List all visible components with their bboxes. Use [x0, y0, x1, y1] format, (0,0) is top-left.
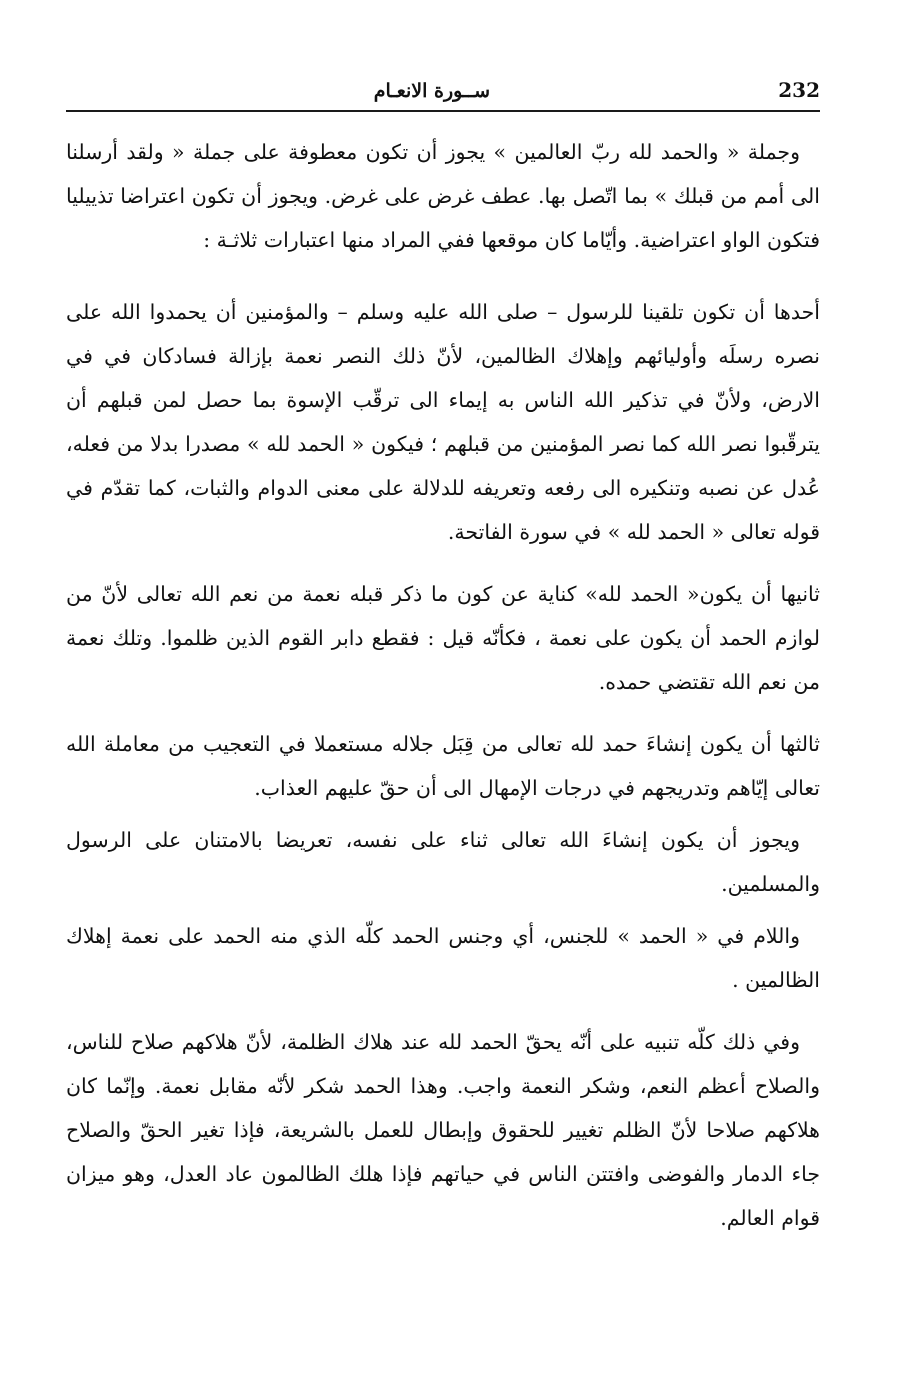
paragraph-lam-of-genus: واللام في « الحمد » للجنس، أي وجنس الحمد كلّه الذي منه الحمد على نعمة إهلاك الظالمين .	[66, 924, 820, 992]
running-title: ســورة الانعـام	[373, 80, 490, 102]
paragraph-intro: وجملة « والحمد لله ربّ العالمين » يجوز أن تكون معطوفة على جملة « ولقد أرسلنا الى أمم من قبلك » بما اتّصل بها. عطف غرض على غرض. ويجوز أن تكون اعتراضا تذييليا فتكون الواو اعتراضية. وأيّاما كان موقعها ففي المراد منها اعتبارات ثلاثـة :	[66, 140, 820, 252]
header-divider	[66, 110, 820, 112]
paragraph-second-consideration: ثانيها أن يكون« الحمد لله» كناية عن كون ما ذكر قبله نعمة من نعم الله تعالى لأنّ من لوازم الحمد أن يكون على نعمة ، فكأنّه قيل : فقطع دابر القوم الذين ظلموا. وتلك نعمة من نعم الله تقتضي حمده.	[66, 582, 820, 694]
page-header	[66, 78, 820, 110]
paragraph-spacer	[66, 810, 820, 818]
paragraph-spacer	[66, 704, 820, 722]
page-body	[66, 130, 820, 1240]
paragraph-spacer	[66, 906, 820, 914]
paragraph-third-consideration: ثالثها أن يكون إنشاءَ حمد لله تعالى من قِبَل جلاله مستعملا في التعجيب من معاملة الله تعالى إيّاهم وتدريجهم في درجات الإمهال الى أن حقّ عليهم العذاب.	[66, 732, 820, 800]
page-number: 232	[778, 78, 820, 102]
paragraph-spacer	[66, 554, 820, 572]
paragraph-first-consideration: أحدها أن تكون تلقينا للرسول – صلى الله عليه وسلم – والمؤمنين أن يحمدوا الله على نصره رسلَه وأوليائهم وإهلاك الظالمين، لأنّ ذلك النصر نعمة بإزالة فسادكان في في الارض، ولأنّ في تذكير الله الناس به إيماء الى ترقّب الإسوة بما حصل لمن قبلهم أن يترقّبوا نصر الله كما نصر المؤمنين من قبلهم ؛ فيكون « الحمد لله » مصدرا بدلا من فعله، عُدل عن نصبه وتنكيره الى رفعه وتعريفه للدلالة على معنى الدوام والثبات، كما تقدّم في قوله تعالى « الحمد لله » في سورة الفاتحة.	[66, 300, 820, 544]
paragraph-spacer	[66, 1002, 820, 1020]
paragraph-conclusion: وفي ذلك كلّه تنبيه على أنّه يحقّ الحمد لله عند هلاك الظلمة، لأنّ هلاكهم صلاح للناس، والصلاح أعظم النعم، وشكر النعمة واجب. وهذا الحمد شكر لأنّه مقابل نعمة. وإنّما كان هلاكهم صلاحا لأنّ الظلم تغيير للحقوق وإبطال للعمل بالشريعة، فإذا تغير الحقّ والصلاح جاء الدمار والفوضى وافتتن الناس في حياتهم فإذا هلك الظالمون عاد العدل، وهو ميزان قوام العالم.	[66, 1030, 820, 1230]
paragraph-alternative: ويجوز أن يكون إنشاءَ الله تعالى ثناء على نفسه، تعريضا بالامتنان على الرسول والمسلمين.	[66, 828, 820, 896]
paragraph-spacer	[66, 262, 820, 290]
